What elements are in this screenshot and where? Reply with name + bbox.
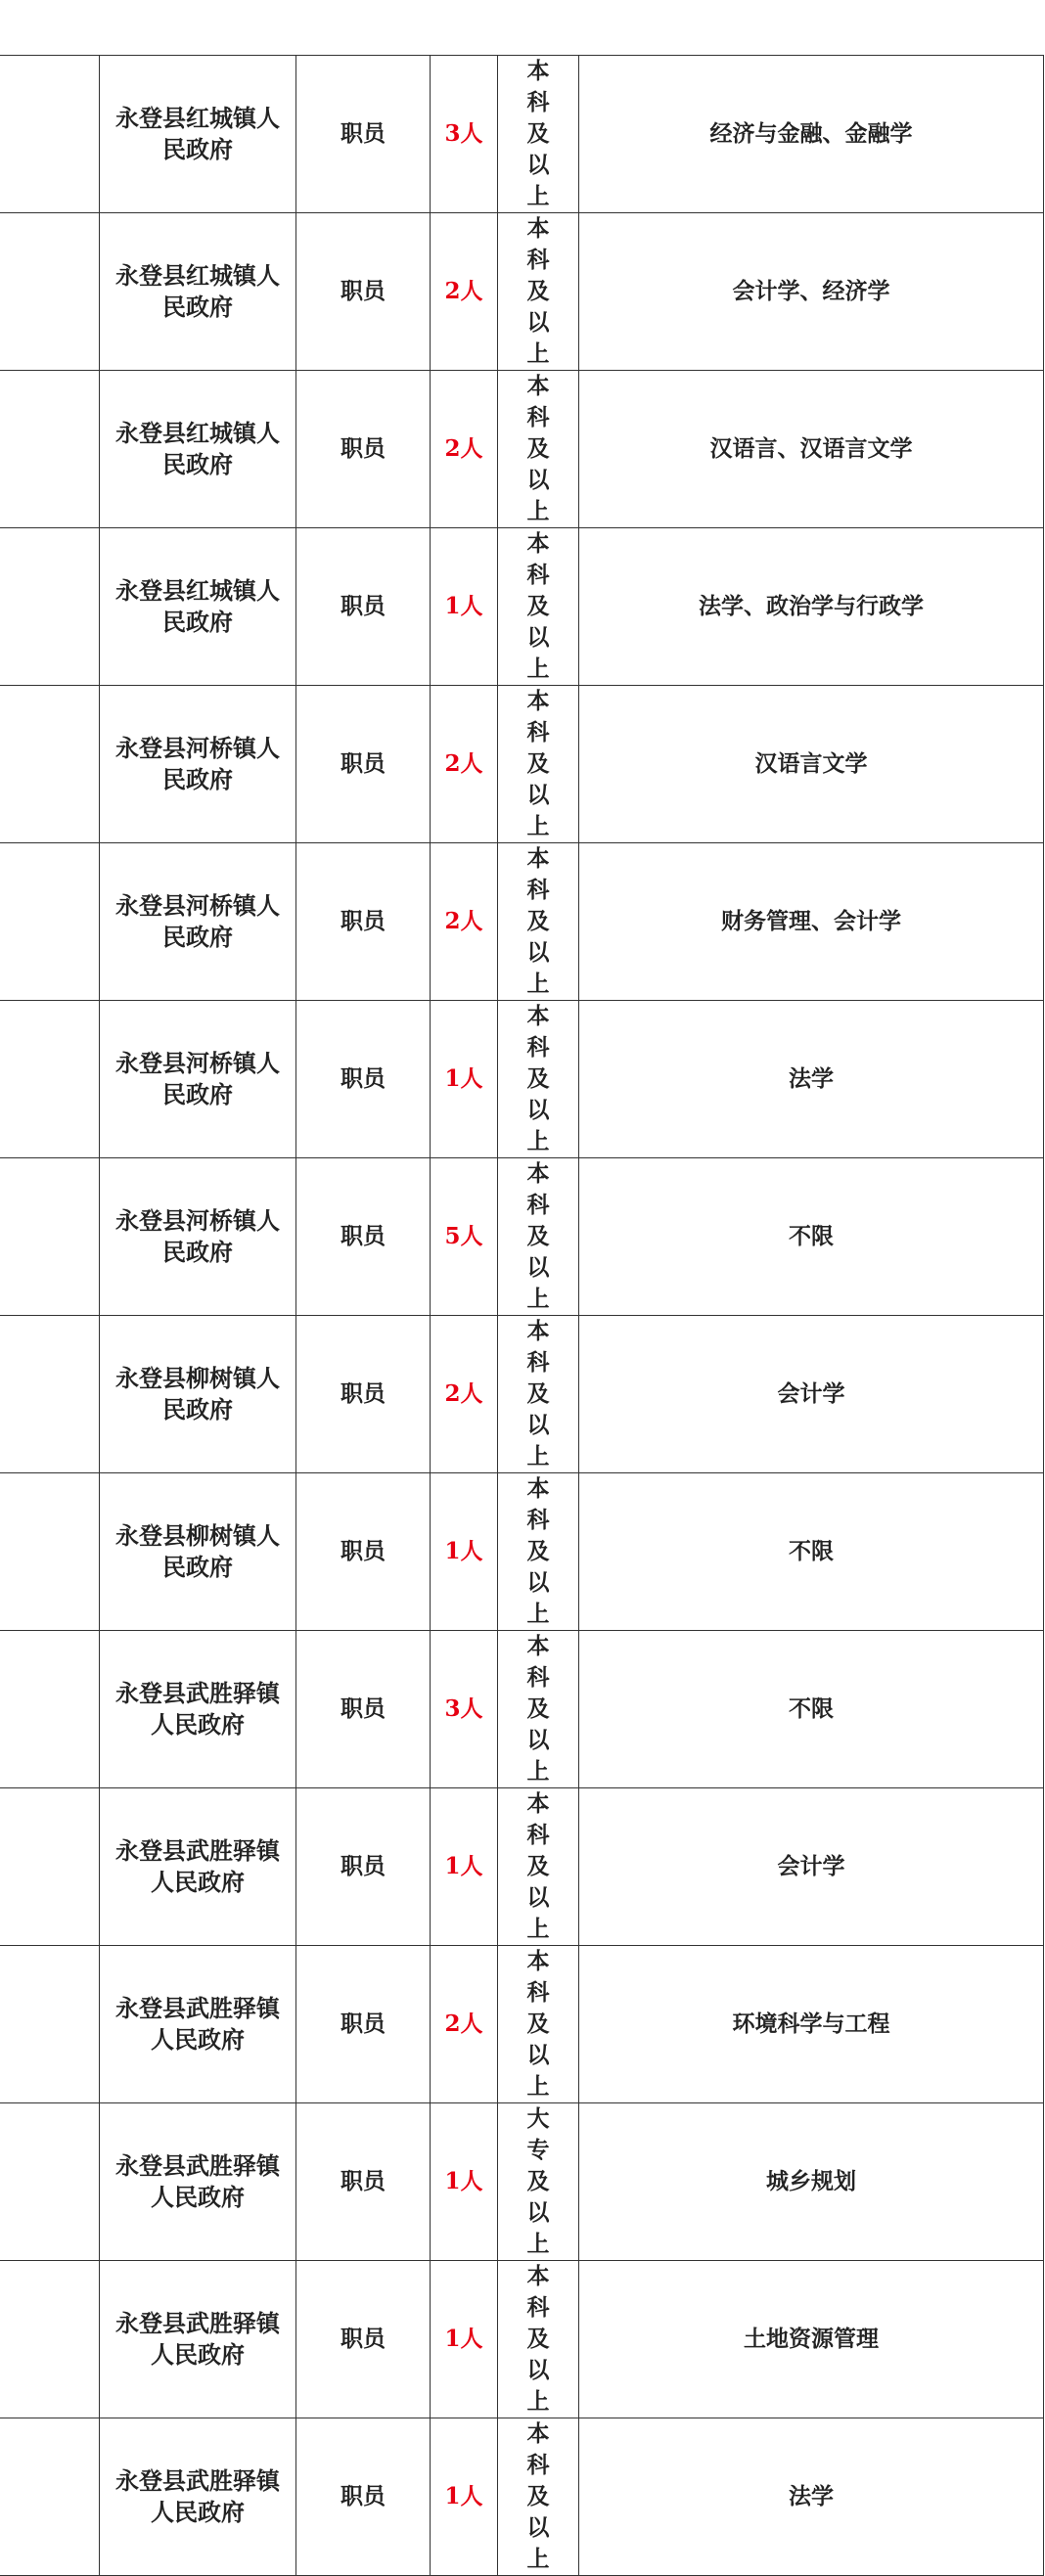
index-cell xyxy=(0,1158,100,1316)
count-cell: 1人 xyxy=(431,2103,498,2261)
table-row xyxy=(0,56,1044,213)
unit-cell xyxy=(100,1316,296,1473)
major-cell: 不限 xyxy=(579,1473,1044,1631)
table-row xyxy=(0,1001,1044,1158)
major-cell: 不限 xyxy=(579,1158,1044,1316)
position-cell: 职员 xyxy=(296,1316,431,1473)
major-cell: 会计学 xyxy=(579,1316,1044,1473)
index-cell xyxy=(0,1631,100,1788)
unit-text: 永登县武胜驿镇人民政府 xyxy=(115,2309,280,2369)
count-cell: 2人 xyxy=(431,1316,498,1473)
unit-text: 永登县红城镇人民政府 xyxy=(115,104,280,163)
count-cell: 3人 xyxy=(431,56,498,213)
index-cell xyxy=(0,686,100,843)
education-cell xyxy=(498,1001,579,1158)
unit-text: 永登县柳树镇人民政府 xyxy=(115,1364,280,1424)
index-cell xyxy=(0,1316,100,1473)
education-cell xyxy=(498,1788,579,1946)
major-cell: 土地资源管理 xyxy=(579,2261,1044,2418)
education-cell xyxy=(498,371,579,528)
major-cell: 法学、政治学与行政学 xyxy=(579,528,1044,686)
count-cell: 1人 xyxy=(431,2261,498,2418)
index-cell xyxy=(0,213,100,371)
education-cell xyxy=(498,686,579,843)
education-cell xyxy=(498,56,579,213)
table-row xyxy=(0,1788,1044,1946)
position-cell: 职员 xyxy=(296,1631,431,1788)
table-row xyxy=(0,1158,1044,1316)
table-row xyxy=(0,2103,1044,2261)
unit-cell xyxy=(100,1001,296,1158)
count-cell: 1人 xyxy=(431,528,498,686)
table-row xyxy=(0,2261,1044,2418)
education-text: 本科及以上 xyxy=(526,845,550,997)
unit-text: 永登县河桥镇人民政府 xyxy=(115,1049,280,1108)
position-cell: 职员 xyxy=(296,56,431,213)
position-cell: 职员 xyxy=(296,1946,431,2103)
education-text: 本科及以上 xyxy=(526,1790,550,1942)
table-row xyxy=(0,528,1044,686)
education-cell xyxy=(498,1473,579,1631)
position-cell: 职员 xyxy=(296,843,431,1001)
unit-text: 永登县河桥镇人民政府 xyxy=(115,734,280,793)
unit-text: 永登县柳树镇人民政府 xyxy=(115,1521,280,1581)
unit-cell xyxy=(100,1473,296,1631)
index-cell xyxy=(0,1001,100,1158)
major-cell: 会计学、经济学 xyxy=(579,213,1044,371)
index-cell xyxy=(0,2418,100,2576)
count-cell: 3人 xyxy=(431,1631,498,1788)
unit-cell xyxy=(100,2418,296,2576)
education-text: 本科及以上 xyxy=(526,2263,550,2415)
education-text: 大专及以上 xyxy=(526,2105,550,2257)
unit-cell xyxy=(100,56,296,213)
unit-text: 永登县武胜驿镇人民政府 xyxy=(115,2151,280,2211)
education-cell xyxy=(498,1316,579,1473)
position-cell: 职员 xyxy=(296,1158,431,1316)
unit-text: 永登县红城镇人民政府 xyxy=(115,419,280,478)
major-cell: 不限 xyxy=(579,1631,1044,1788)
education-cell xyxy=(498,2418,579,2576)
table-row xyxy=(0,1631,1044,1788)
index-cell xyxy=(0,371,100,528)
position-cell: 职员 xyxy=(296,213,431,371)
major-cell: 经济与金融、金融学 xyxy=(579,56,1044,213)
count-cell: 2人 xyxy=(431,843,498,1001)
education-text: 本科及以上 xyxy=(526,1318,550,1469)
unit-text: 永登县武胜驿镇人民政府 xyxy=(115,1994,280,2054)
table-row xyxy=(0,686,1044,843)
unit-cell xyxy=(100,1946,296,2103)
education-cell xyxy=(498,1158,579,1316)
index-cell xyxy=(0,528,100,686)
education-text: 本科及以上 xyxy=(526,530,550,682)
index-cell xyxy=(0,1788,100,1946)
position-cell: 职员 xyxy=(296,686,431,843)
position-cell: 职员 xyxy=(296,1473,431,1631)
unit-text: 永登县武胜驿镇人民政府 xyxy=(115,2466,280,2526)
unit-cell xyxy=(100,528,296,686)
index-cell xyxy=(0,56,100,213)
recruitment-table xyxy=(0,55,1044,2576)
count-cell: 5人 xyxy=(431,1158,498,1316)
education-text: 本科及以上 xyxy=(526,688,550,839)
unit-text: 永登县武胜驿镇人民政府 xyxy=(115,1836,280,1896)
education-text: 本科及以上 xyxy=(526,215,550,367)
table-row xyxy=(0,213,1044,371)
unit-cell xyxy=(100,686,296,843)
unit-cell xyxy=(100,371,296,528)
major-cell: 城乡规划 xyxy=(579,2103,1044,2261)
unit-text: 永登县河桥镇人民政府 xyxy=(115,891,280,951)
unit-cell xyxy=(100,1788,296,1946)
table-row xyxy=(0,843,1044,1001)
major-cell: 法学 xyxy=(579,1001,1044,1158)
education-cell xyxy=(498,2261,579,2418)
major-cell: 财务管理、会计学 xyxy=(579,843,1044,1001)
education-text: 本科及以上 xyxy=(526,373,550,524)
major-cell: 汉语言、汉语言文学 xyxy=(579,371,1044,528)
position-cell: 职员 xyxy=(296,371,431,528)
count-cell: 1人 xyxy=(431,1788,498,1946)
count-cell: 2人 xyxy=(431,371,498,528)
education-text: 本科及以上 xyxy=(526,1475,550,1627)
major-cell: 环境科学与工程 xyxy=(579,1946,1044,2103)
count-cell: 2人 xyxy=(431,1946,498,2103)
education-cell xyxy=(498,528,579,686)
index-cell xyxy=(0,843,100,1001)
position-cell: 职员 xyxy=(296,2103,431,2261)
education-text: 本科及以上 xyxy=(526,58,550,209)
position-cell: 职员 xyxy=(296,528,431,686)
table-row xyxy=(0,371,1044,528)
count-cell: 1人 xyxy=(431,1001,498,1158)
unit-cell xyxy=(100,213,296,371)
unit-text: 永登县河桥镇人民政府 xyxy=(115,1206,280,1266)
count-cell: 1人 xyxy=(431,1473,498,1631)
position-cell: 职员 xyxy=(296,2261,431,2418)
table-row xyxy=(0,1316,1044,1473)
education-cell xyxy=(498,2103,579,2261)
education-text: 本科及以上 xyxy=(526,1160,550,1312)
education-cell xyxy=(498,1631,579,1788)
unit-cell xyxy=(100,1631,296,1788)
education-text: 本科及以上 xyxy=(526,2420,550,2572)
education-cell xyxy=(498,1946,579,2103)
education-text: 本科及以上 xyxy=(526,1948,550,2100)
count-cell: 2人 xyxy=(431,213,498,371)
position-cell: 职员 xyxy=(296,1788,431,1946)
unit-text: 永登县红城镇人民政府 xyxy=(115,261,280,321)
unit-cell xyxy=(100,2261,296,2418)
position-cell: 职员 xyxy=(296,1001,431,1158)
index-cell xyxy=(0,1473,100,1631)
major-cell: 汉语言文学 xyxy=(579,686,1044,843)
unit-cell xyxy=(100,1158,296,1316)
table-row xyxy=(0,2418,1044,2576)
count-cell: 2人 xyxy=(431,686,498,843)
unit-text: 永登县武胜驿镇人民政府 xyxy=(115,1679,280,1739)
position-cell: 职员 xyxy=(296,2418,431,2576)
education-text: 本科及以上 xyxy=(526,1003,550,1154)
unit-cell xyxy=(100,2103,296,2261)
unit-cell xyxy=(100,843,296,1001)
education-cell xyxy=(498,843,579,1001)
table-body xyxy=(0,56,1044,2576)
major-cell: 法学 xyxy=(579,2418,1044,2576)
index-cell xyxy=(0,1946,100,2103)
major-cell: 会计学 xyxy=(579,1788,1044,1946)
index-cell xyxy=(0,2261,100,2418)
index-cell xyxy=(0,2103,100,2261)
unit-text: 永登县红城镇人民政府 xyxy=(115,576,280,636)
education-cell xyxy=(498,213,579,371)
table-row xyxy=(0,1473,1044,1631)
table-row xyxy=(0,1946,1044,2103)
count-cell: 1人 xyxy=(431,2418,498,2576)
education-text: 本科及以上 xyxy=(526,1633,550,1785)
